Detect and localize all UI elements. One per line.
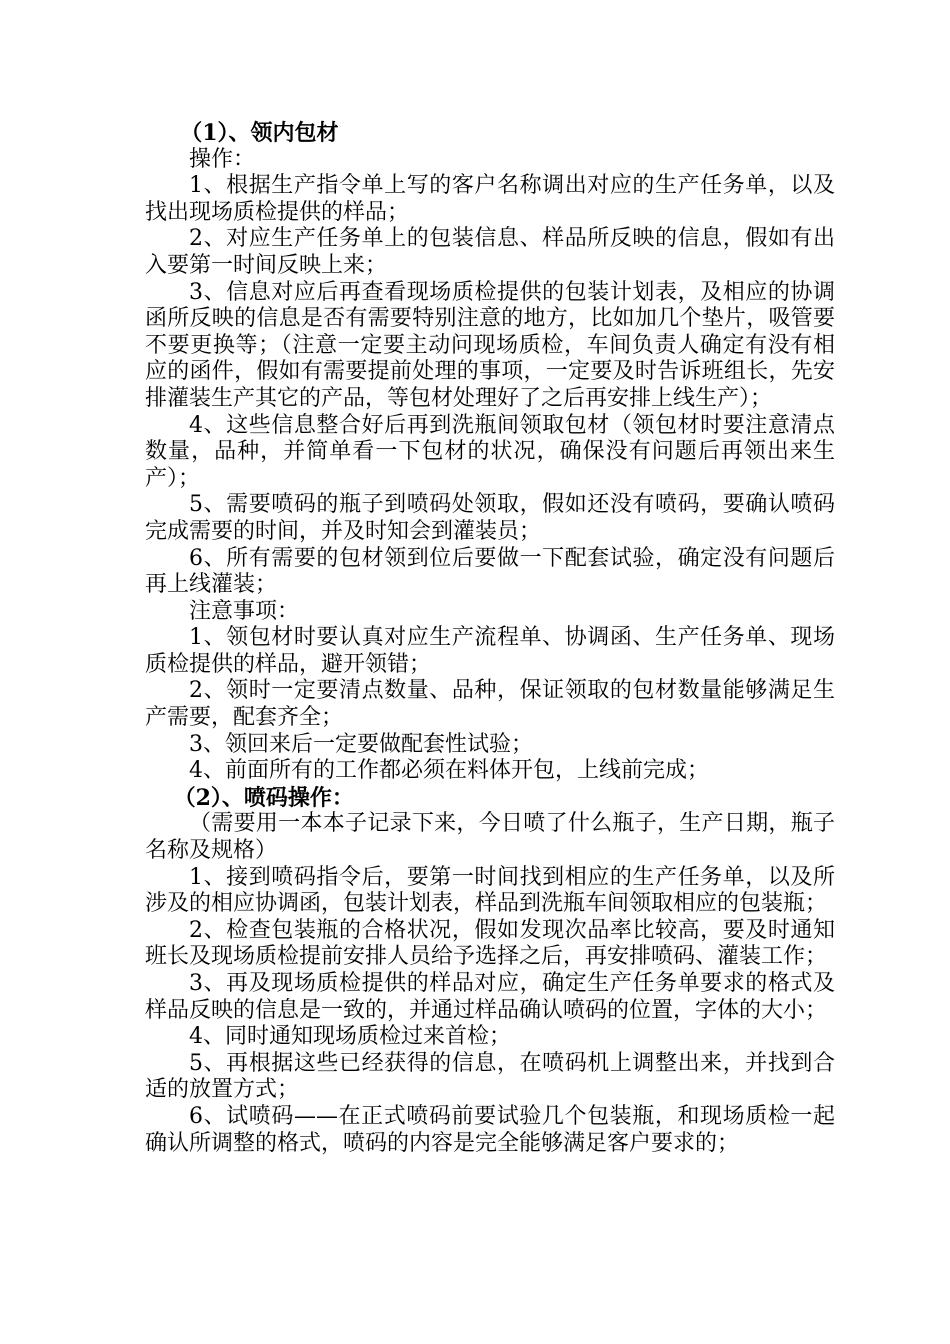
section2-title: （2）、喷码操作： [173,784,354,811]
operation-step-2: 2、对应生产任务单上的包装信息、样品所反映的信息，假如有出入要第一时间反映上来； [145,226,835,278]
note-4: 4、前面所有的工作都必须在料体开包，上线前完成； [189,758,709,784]
coding-step-5: 5、再根据这些已经获得的信息，在喷码机上调整出来，并找到合适的放置方式； [145,1050,835,1103]
section1-title: （1）、领内包材 [180,120,339,146]
operation-step-1: 1、根据生产指令单上写的客户名称调出对应的生产任务单，以及找出现场质检提供的样品； [145,173,835,225]
coding-step-2: 2、检查包装瓶的合格状况，假如发现次品率比较高，要及时通知班长及现场质检提前安排人员给予选择之后，再安排喷码、灌装工作； [145,917,835,970]
notes-label: 注意事项： [189,598,300,624]
operation-step-4: 4、这些信息整合好后再到洗瓶间领取包材（领包材时要注意清点数量，品种，并简单看一下包材的状况，确保没有问题后再领出来生产）； [145,412,835,491]
operations-label: 操作： [189,146,256,172]
operation-step-3: 3、信息对应后再查看现场质检提供的包装计划表，及相应的协调函所反映的信息是否有需要特别注意的地方，比如加几个垫片，吸管要不要更换等；（注意一定要主动问现场质检，车间负责人确定有没有相应的函件，假如有需要提前处理的事项，一定要及时告诉班组长，先安排灌装生产其它的产品，等包材处理好了之后再安排上线生产）； [145,279,835,411]
coding-step-3: 3、再及现场质检提供的样品对应，确定生产任务单要求的格式及样品反映的信息是一致的，并通过样品确认喷码的位置，字体的大小； [145,971,835,1023]
coding-step-4: 4、同时通知现场质检过来首检； [189,1024,511,1050]
operation-step-6: 6、所有需要的包材领到位后要做一下配套试验，确定没有问题后再上线灌装； [145,545,835,598]
operation-step-5: 5、需要喷码的瓶子到喷码处领取，假如还没有喷码，要确认喷码完成需要的时间，并及时知会到灌装员； [145,492,835,544]
section2-intro: （需要用一本本子记录下来，今日喷了什么瓶子，生产日期，瓶子名称及规格） [145,811,835,864]
coding-step-1: 1、接到喷码指令后，要第一时间找到相应的生产任务单，以及所涉及的相应协调函，包装计划表，样品到洗瓶车间领取相应的包装瓶； [145,864,835,917]
note-2: 2、领时一定要清点数量、品种，保证领取的包材数量能够满足生产需要，配套齐全； [145,678,835,731]
note-1: 1、领包材时要认真对应生产流程单、协调函、生产任务单、现场质检提供的样品，避开领错； [145,625,835,677]
note-3: 3、领回来后一定要做配套性试验； [189,731,533,757]
document-page [145,120,835,1157]
coding-step-6: 6、试喷码——在正式喷码前要试验几个包装瓶，和现场质检一起确认所调整的格式，喷码的内容是完全能够满足客户要求的； [145,1103,835,1156]
